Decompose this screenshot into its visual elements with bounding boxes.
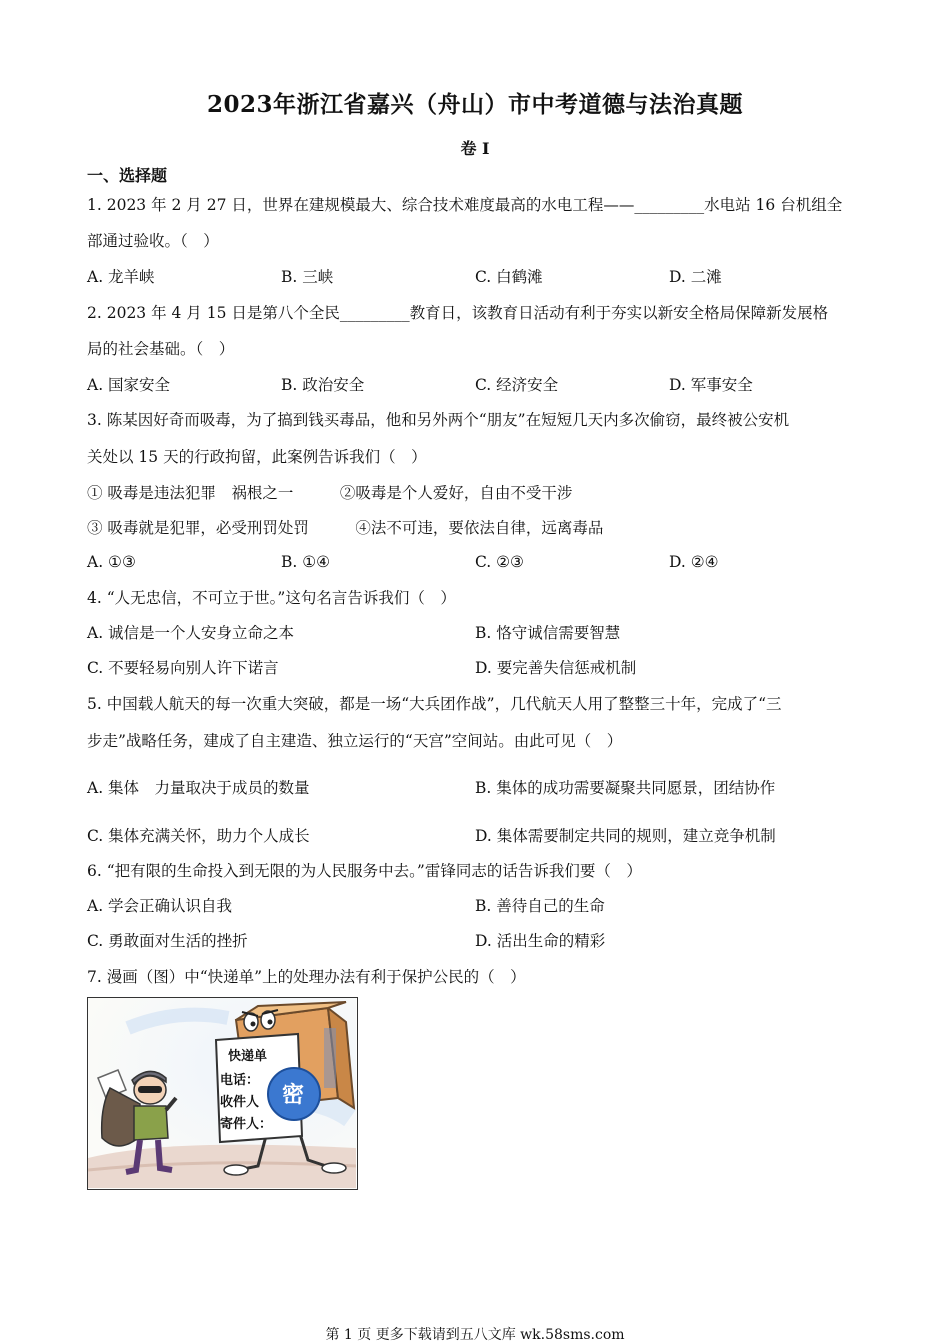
q3-option-a: A. ①③: [87, 553, 136, 571]
q5-option-d: D. 集体需要制定共同的规则，建立竞争机制: [475, 827, 776, 845]
q3-statement-3-4: ③ 吸毒就是犯罪，必受刑罚处罚 ④法不可违，要依法自律，远离毒品: [87, 519, 604, 537]
q3-line-2: 关处以 15 天的行政拘留，此案例告诉我们（ ）: [87, 448, 427, 466]
page-subtitle: 卷 I: [460, 139, 490, 158]
waybill-phone: 电话：: [220, 1073, 260, 1088]
q1-option-b: B. 三峡: [281, 268, 334, 286]
q5-line-2: 步走”战略任务，建成了自主建造、独立运行的“天宫”空间站。由此可见（ ）: [87, 732, 623, 750]
q4-line-1: 4. “人无忠信，不可立于世。”这句名言告诉我们（ ）: [87, 589, 456, 607]
q5-option-c: C. 集体充满关怀，助力个人成长: [87, 827, 310, 845]
q3-line-1: 3. 陈某因好奇而吸毒，为了搞到钱买毒品，他和另外两个“朋友”在短短几天内多次偷窃，最终被公安机: [87, 411, 790, 429]
q6-line-1: 6. “把有限的生命投入到无限的为人民服务中去。”雷锋同志的话告诉我们要（ ）: [87, 862, 642, 880]
q3-option-c: C. ②③: [475, 553, 524, 571]
q2-line-2: 局的社会基础。（ ）: [87, 340, 235, 358]
q6-option-b: B. 善待自己的生命: [475, 897, 605, 915]
q2-option-d: D. 军事安全: [669, 376, 753, 394]
q5-option-a: A. 集体 力量取决于成员的数量: [87, 779, 310, 797]
q2-option-c: C. 经济安全: [475, 376, 559, 394]
section-heading: 一、选择题: [87, 166, 168, 185]
q2-option-b: B. 政治安全: [281, 376, 365, 394]
page-title: 2023年浙江省嘉兴（舟山）市中考道德与法治真题: [206, 91, 743, 118]
q1-option-d: D. 二滩: [669, 268, 722, 286]
q1-line-1: 1. 2023 年 2 月 27 日，世界在建规模最大、综合技术难度最高的水电工程——_________水电站 16 台机组全: [87, 196, 843, 214]
q3-option-d: D. ②④: [669, 553, 719, 571]
q5-option-b: B. 集体的成功需要凝聚共同愿景，团结协作: [475, 779, 776, 797]
waybill-receiver: 收件人: [220, 1095, 260, 1110]
q5-line-1: 5. 中国载人航天的每一次重大突破，都是一场“大兵团作战”，几代航天人用了整整三十年，完成了“三: [87, 695, 782, 713]
q3-option-b: B. ①④: [281, 553, 331, 571]
waybill-title: 快递单: [228, 1049, 268, 1064]
q6-option-a: A. 学会正确认识自我: [87, 897, 233, 915]
q7-line-1: 7. 漫画（图）中“快递单”上的处理办法有利于保护公民的（ ）: [87, 968, 526, 986]
page-footer: 第 1 页 更多下载请到五八文库 wk.58sms.com: [325, 1327, 625, 1343]
q1-line-2: 部通过验收。（ ）: [87, 232, 219, 250]
q4-option-b: B. 恪守诚信需要智慧: [475, 624, 621, 642]
q2-option-a: A. 国家安全: [87, 376, 171, 394]
waybill-sender: 寄件人：: [220, 1117, 273, 1132]
q3-statement-1-2: ① 吸毒是违法犯罪 祸根之一 ②吸毒是个人爱好，自由不受干涉: [87, 484, 573, 502]
comic-drawing: [88, 998, 356, 1188]
q4-option-a: A. 诚信是一个人安身立命之本: [87, 624, 295, 642]
q6-option-d: D. 活出生命的精彩: [475, 932, 606, 950]
q4-option-c: C. 不要轻易向别人许下诺言: [87, 659, 279, 677]
comic-illustration: [87, 997, 358, 1190]
q2-line-1: 2. 2023 年 4 月 15 日是第八个全民_________教育日，该教育日活动有利于夯实以新安全格局保障新发展格: [87, 304, 829, 322]
q1-option-a: A. 龙羊峡: [87, 268, 155, 286]
q4-option-d: D. 要完善失信惩戒机制: [475, 659, 637, 677]
secret-seal: 密: [282, 1083, 305, 1108]
q6-option-c: C. 勇敢面对生活的挫折: [87, 932, 248, 950]
q1-option-c: C. 白鹤滩: [475, 268, 543, 286]
